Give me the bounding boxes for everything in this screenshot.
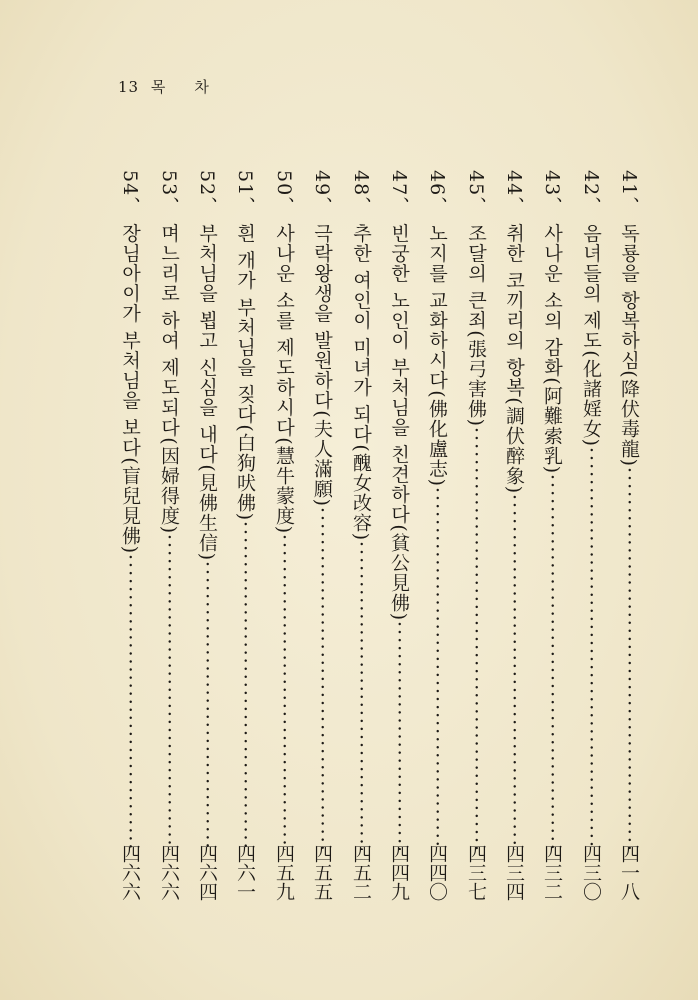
toc-entry-page: 四六六	[158, 844, 180, 901]
toc-entry-54[interactable]	[111, 170, 149, 910]
toc-entry-page: 四六六	[119, 844, 141, 901]
toc-entry-title: 43、 사나운 소의 감화(阿難索乳) ·····	[533, 170, 571, 850]
toc-entry-page: 四六一	[234, 844, 256, 901]
toc-entry-title: 45、 조달의 큰죄(張弓害佛) ·····	[457, 170, 495, 850]
toc-entry-title: 41、 독룡을 항복하심(降伏毒龍) ·····	[610, 170, 648, 850]
page-number: 13	[118, 78, 140, 96]
toc-entry-page: 四四〇	[426, 844, 448, 901]
toc-entry-title: 53、 며느리로 하여 제도되다(因婦得度) ·····	[150, 170, 188, 850]
toc-entry-41[interactable]	[610, 170, 648, 910]
toc-entry-title: 52、 부처님을 뵙고 신심을 내다(見佛生信) ·····	[188, 170, 226, 850]
toc-entry-page: 四三二	[541, 844, 563, 901]
toc-entry-title: 47、 빈궁한 노인이 부처님을 친견하다(貧公見佛) ·····	[380, 170, 418, 850]
toc-entry-51[interactable]	[226, 170, 264, 910]
toc-entry-page: 四五五	[311, 844, 333, 901]
toc-entry-title: 44、 취한 코끼리의 항복(調伏醉象) ·····	[495, 170, 533, 850]
toc-entry-50[interactable]	[265, 170, 303, 910]
header-title-part1: 목	[150, 78, 167, 96]
toc-entry-45[interactable]	[457, 170, 495, 910]
toc-entry-page: 四五二	[350, 844, 372, 901]
toc-entry-page: 四三〇	[580, 844, 602, 901]
toc-entry-title: 50、 사나운 소를 제도하시다(慧牛蒙度) ·····	[265, 170, 303, 850]
toc-entry-title: 49、 극락왕생을 발원하다(夫人滿願) ·····	[303, 170, 341, 850]
toc-entry-page: 四三七	[465, 844, 487, 901]
toc-entry-title: 54、 장님아이가 부처님을 보다(盲兒見佛) ·····	[111, 170, 149, 850]
toc-entry-52[interactable]	[188, 170, 226, 910]
toc-entry-47[interactable]	[380, 170, 418, 910]
toc-entry-page: 四四九	[388, 844, 410, 901]
header-title-part2: 차	[194, 78, 210, 96]
toc-entry-42[interactable]	[572, 170, 610, 910]
toc-entry-title: 48、 추한 여인이 미녀가 되다(醜女改容) ·····	[342, 170, 380, 850]
toc-entry-46[interactable]	[418, 170, 456, 910]
toc-entry-page: 四三四	[503, 844, 525, 901]
toc-entry-44[interactable]	[495, 170, 533, 910]
toc-entry-43[interactable]	[533, 170, 571, 910]
toc-entry-53[interactable]	[150, 170, 188, 910]
toc-entry-49[interactable]	[303, 170, 341, 910]
toc-entry-page: 四五九	[273, 844, 295, 901]
table-of-contents	[92, 170, 652, 910]
toc-entry-title: 42、 음녀들의 제도(化諸婬女) ·····	[572, 170, 610, 850]
toc-entry-title: 46、 노지를 교화하시다(佛化盧志) ·····	[418, 170, 456, 850]
toc-entry-48[interactable]	[342, 170, 380, 910]
page-header	[118, 76, 210, 97]
toc-entry-page: 四六四	[196, 844, 218, 901]
toc-entry-page: 四一八	[618, 844, 640, 901]
toc-entry-title: 51、 흰 개가 부처님을 짖다(白狗吠佛) ·····	[226, 170, 264, 850]
